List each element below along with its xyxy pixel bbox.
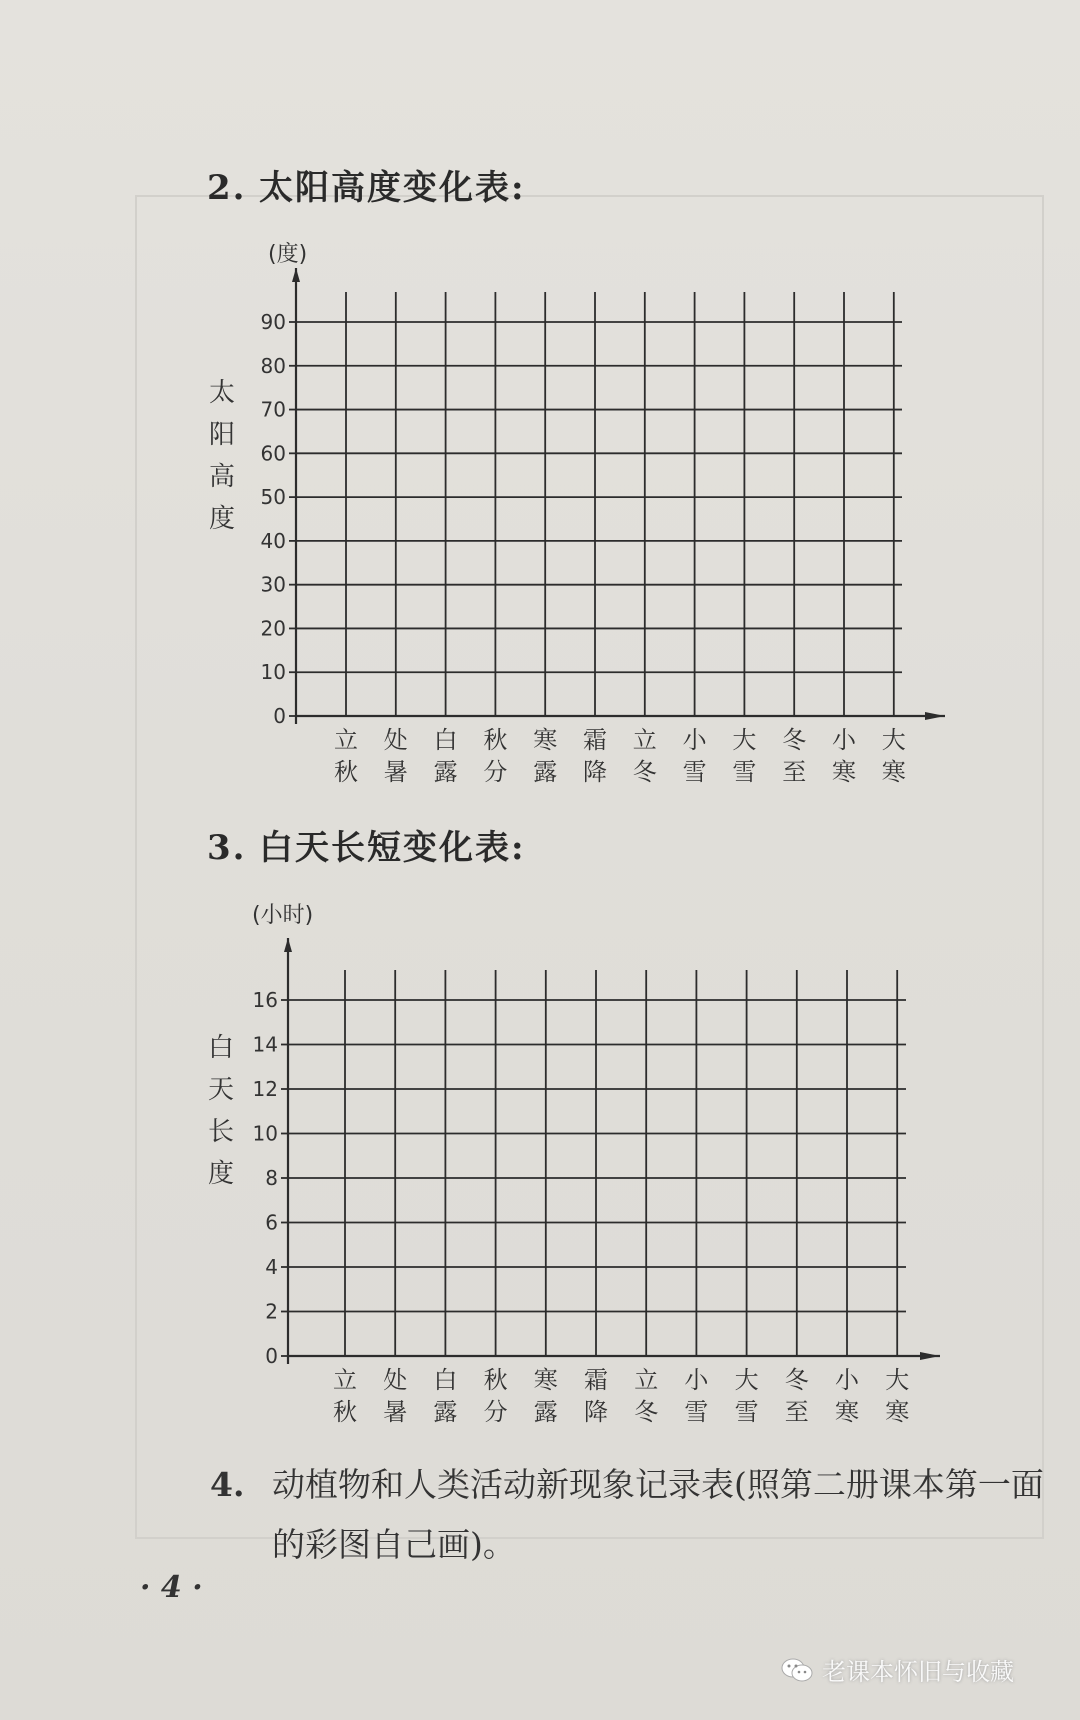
x-category-label: 立 — [632, 726, 657, 754]
x-category-label: 秋 — [483, 1366, 508, 1394]
y-tick-label: 40 — [260, 528, 286, 553]
x-category-label: 寒 — [885, 1398, 910, 1426]
x-category-label: 雪 — [734, 1398, 759, 1426]
x-category-label: 小 — [835, 1366, 859, 1394]
section-number: 4. — [210, 1465, 245, 1504]
ylabel-char: 长 — [207, 1117, 234, 1147]
x-category-label: 雪 — [684, 1398, 709, 1426]
y-tick-label: 70 — [260, 397, 286, 422]
x-category-label: 立 — [334, 726, 358, 754]
x-category-label: 冬 — [782, 726, 807, 754]
x-category-label: 大 — [734, 1366, 759, 1394]
ylabel-char: 白 — [207, 1033, 234, 1063]
x-category-label: 暑 — [383, 1398, 408, 1426]
ylabel-char: 度 — [207, 1159, 234, 1189]
x-category-label: 处 — [383, 726, 408, 754]
x-category-label: 露 — [533, 1398, 558, 1426]
x-category-label: 立 — [333, 1366, 357, 1394]
x-category-label: 冬 — [634, 1398, 659, 1426]
x-category-label: 秋 — [334, 758, 358, 786]
x-category-label: 露 — [433, 1398, 458, 1426]
y-axis-arrow — [284, 938, 292, 952]
x-category-label: 露 — [533, 758, 558, 786]
x-category-label: 小 — [682, 726, 707, 754]
x-category-label: 分 — [483, 758, 508, 786]
ylabel-char: 度 — [208, 504, 235, 534]
ylabel-char: 高 — [208, 462, 235, 492]
y-tick-label: 16 — [252, 988, 278, 1012]
x-category-label: 露 — [433, 758, 458, 786]
x-category-label: 寒 — [832, 758, 856, 786]
y-tick-label: 12 — [252, 1077, 278, 1101]
y-tick-label: 30 — [260, 572, 286, 597]
section-number: 3. — [207, 828, 247, 868]
y-tick-label: 90 — [260, 310, 286, 334]
x-category-label: 白 — [433, 1366, 458, 1394]
y-tick-label: 0 — [273, 704, 286, 728]
x-category-label: 降 — [583, 758, 607, 786]
x-axis-arrow — [920, 1352, 940, 1360]
x-category-label: 大 — [732, 726, 757, 754]
ylabel-char: 太 — [208, 378, 235, 408]
ylabel-char: 天 — [207, 1075, 234, 1105]
y-tick-label: 60 — [260, 441, 286, 466]
y-tick-label: 4 — [265, 1255, 278, 1279]
x-category-label: 大 — [885, 1366, 910, 1394]
y-tick-label: 6 — [265, 1210, 278, 1235]
y-tick-label: 10 — [252, 1121, 278, 1146]
y-tick-label: 10 — [260, 660, 286, 685]
y-tick-label: 8 — [265, 1166, 278, 1190]
section-4-paragraph — [210, 1455, 1050, 1575]
ylabel-char: 阳 — [208, 420, 235, 450]
x-category-label: 霜 — [584, 1366, 608, 1394]
y-tick-label: 20 — [260, 616, 286, 641]
watermark-text: 老课本怀旧与收藏 — [822, 1658, 1014, 1686]
wechat-icon — [780, 1657, 814, 1683]
page-number: · 4 · — [140, 1570, 203, 1605]
x-category-label: 雪 — [732, 758, 757, 786]
x-category-label: 秋 — [333, 1398, 357, 1426]
x-category-label: 寒 — [533, 726, 558, 754]
x-category-label: 冬 — [784, 1366, 809, 1394]
x-category-label: 秋 — [483, 726, 508, 754]
section-text: 动植物和人类活动新现象记录表(照第二册课本第一面的彩图自己画)。 — [272, 1465, 1044, 1564]
x-category-label: 寒 — [881, 758, 906, 786]
x-category-label: 立 — [634, 1366, 659, 1394]
chart1-unit: (度) — [268, 242, 308, 267]
x-category-label: 小 — [684, 1366, 709, 1394]
y-tick-label: 14 — [252, 1032, 278, 1057]
x-category-label: 寒 — [533, 1366, 558, 1394]
y-tick-label: 0 — [265, 1344, 278, 1368]
y-tick-label: 2 — [265, 1299, 278, 1324]
x-category-label: 暑 — [383, 758, 408, 786]
x-category-label: 小 — [832, 726, 856, 754]
x-category-label: 处 — [383, 1366, 408, 1394]
x-category-label: 霜 — [583, 726, 607, 754]
x-category-label: 冬 — [632, 758, 657, 786]
section-number: 2. — [207, 168, 247, 208]
section-title: 白天长短变化表: — [259, 828, 526, 868]
x-category-label: 至 — [784, 1398, 809, 1426]
x-category-label: 至 — [782, 758, 807, 786]
x-category-label: 雪 — [682, 758, 707, 786]
x-category-label: 寒 — [835, 1398, 859, 1426]
watermark — [780, 1652, 1014, 1687]
chart2-unit: (小时) — [252, 903, 314, 928]
x-category-label: 白 — [433, 726, 458, 754]
section-title: 太阳高度变化表: — [259, 168, 526, 208]
y-tick-label: 50 — [260, 485, 286, 510]
y-tick-label: 80 — [260, 353, 286, 378]
x-category-label: 分 — [483, 1398, 508, 1426]
x-category-label: 降 — [584, 1398, 608, 1426]
x-category-label: 大 — [881, 726, 906, 754]
